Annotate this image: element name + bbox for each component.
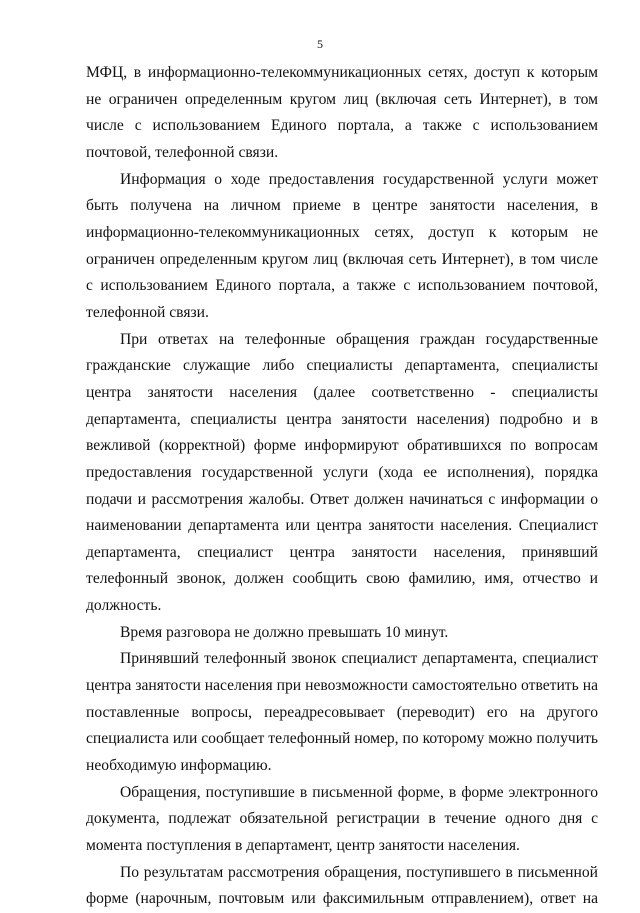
paragraph-call-duration: Время разговора не должно превышать 10 минут. xyxy=(120,623,449,641)
paragraph-mfc-continuation: МФЦ, в информационно-телекоммуникационных сетях, доступ к которым не ограничен определенным кругом лиц (включая сеть Интернет), в том числе с использованием Единого портала, а также с использованием почтовой, телефонной связи. xyxy=(86,64,598,161)
paragraph-phone-inquiries: При ответах на телефонные обращения граждан государственные гражданские служащие либо специалисты департамента, специалисты центра занятости населения (далее соответственно - специалисты департамента, специалисты центра занятости населения) подробно и в вежливой (корректной) форме информируют обратившихся по вопросам предоставления государственной услуги (хода ее исполнения), порядка подачи и рассмотрения жалобы. Ответ должен начинаться с информации о наименовании департамента или центра занятости населения. Специалист департамента, специалист центра занятости населения, принявший телефонный звонок, должен сообщить свою фамилию, имя, отчество и должность. xyxy=(86,330,598,615)
paragraph-written-response: По результатам рассмотрения обращения, поступившего в письменной форме (нарочным, почтовым или факсимильным отправлением), ответ на xyxy=(86,863,598,908)
paragraph-written-registration: Обращения, поступившие в письменной форме, в форме электронного документа, подлежат обязательной регистрации в течение одного дня с момента поступления в департамент, центр занятости населения. xyxy=(86,783,598,855)
paragraph-call-redirect: Принявший телефонный звонок специалист департамента, специалист центра занятости населения при невозможности самостоятельно ответить на поставленные вопросы, переадресовывает (переводит) его на другого специалиста или сообщает телефонный номер, по которому можно получить необходимую информацию. xyxy=(86,650,598,775)
paragraph-service-progress-info: Информация о ходе предоставления государственной услуги может быть получена на личном приеме в центре занятости населения, в информационно-телекоммуникационных сетях, доступ к которым не ограничен определенным кругом лиц (включая сеть Интернет), в том числе с использованием Единого портала, а также с использованием почтовой, телефонной связи. xyxy=(86,170,598,321)
page-number: 5 xyxy=(317,37,323,51)
document-body xyxy=(86,60,598,913)
